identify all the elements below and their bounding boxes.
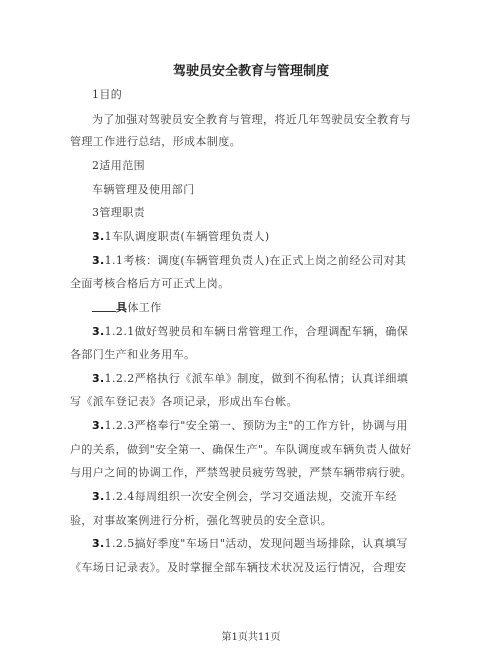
text-line: 3.1车队调度职责(车辆管理负责人) [92, 230, 270, 243]
text-line: 3.1.2.1做好驾驶员和车辆日常管理工作，合理调配车辆，确保 [92, 325, 409, 338]
text-line: 《车场日记录表》。及时掌握全部车辆技术状况及运行情况，合理安 [70, 561, 407, 574]
page-footer: 第1页共11页 [221, 632, 281, 643]
text-line: 验，对事故案例进行分析，强化驾驶员的安全意识。 [70, 514, 333, 527]
text-line: 各部门生产和业务用车。 [70, 348, 196, 361]
text-line: 3.1.2.2严格执行《派车单》制度，做到不徇私情；认真详细填 [92, 372, 409, 385]
text-line: 3.1.2.4每周组织一次安全例会，学习交通法规，交流开车经 [92, 490, 397, 503]
text-line: 车辆管理及使用部门 [92, 183, 195, 196]
text-line: 管理工作进行总结，形成本制度。 [70, 135, 241, 148]
text-line: 户的关系，做到"安全第一、确保生产"。车队调度或车辆负责人做好 [70, 443, 412, 456]
text-line: 3管理职责 [92, 206, 145, 219]
text-line: 全面考核合格后方可正式上岗。 [70, 277, 230, 290]
text-line: 3.1.2.5搞好季度"车场日"活动，发现问题当场排除，认真填写 [92, 537, 408, 550]
text-line: 1目的 [92, 88, 123, 101]
blank-underline [92, 301, 116, 312]
document-title: 驾驶员安全教育与管理制度 [172, 64, 329, 79]
text-line: 3.1.2.3严格奉行"安全第一、预防为主"的工作方针，协调与用 [92, 419, 408, 432]
text-line: 具体工作 [92, 299, 162, 315]
text-line: 3.1.1考核：调度(车辆管理负责人)在正式上岗之前经公司对其 [92, 254, 407, 267]
text-line: 2适用范围 [92, 159, 145, 172]
text-line: 写《派车登记表》各项记录，形成出车台帐。 [70, 395, 298, 408]
text-line: 为了加强对驾驶员安全教育与管理，将近几年驾驶员安全教育与 [92, 113, 412, 126]
text-line: 与用户之间的协调工作，严禁驾驶员疲劳驾驶，严禁车辆带病行驶。 [70, 466, 412, 479]
